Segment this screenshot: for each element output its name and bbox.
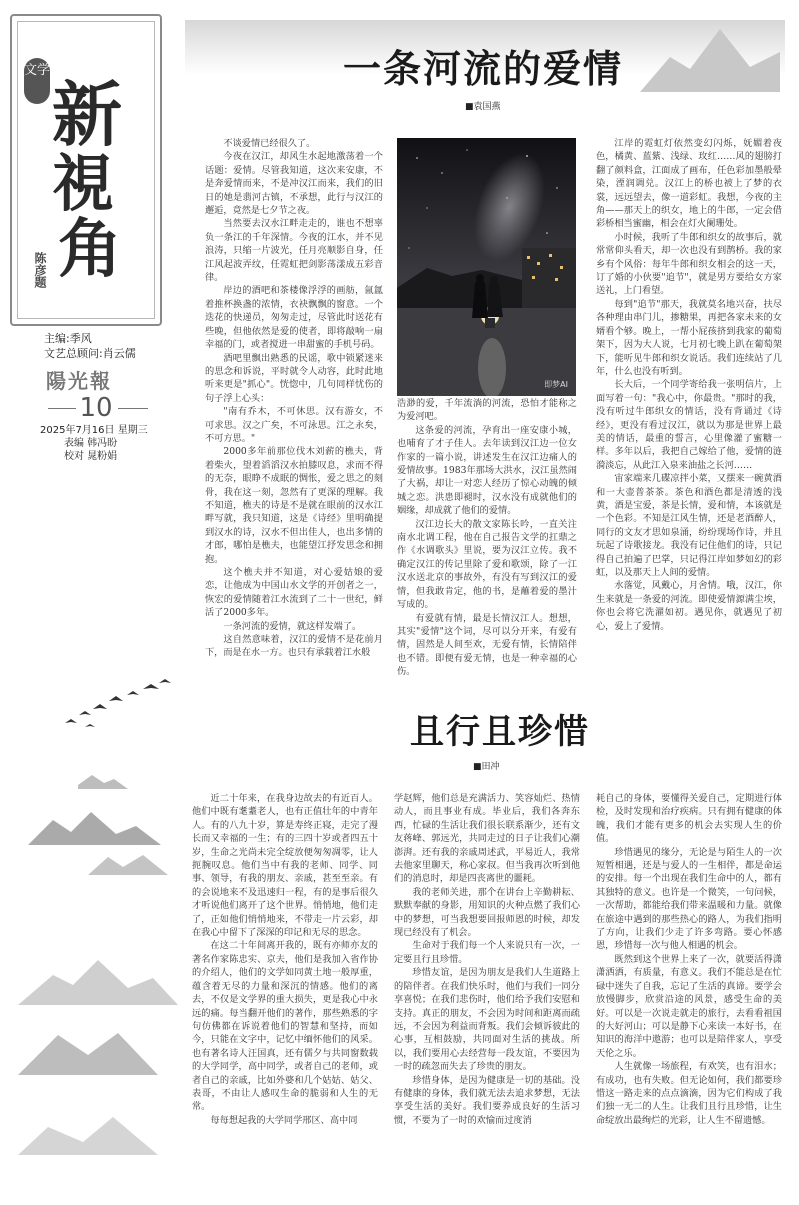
calligrapher-signature: 陈彦题 [33,252,47,288]
paragraph: 长大后，一个同学寄给我一张明信片，上面写着一句："我心中，你最贵。"那时的我，没有听过牛郎织女的情话，没有背诵过《诗经》，更没有看过汉江，就以为那是世界上最美的情话，最重的誓言，心里像灌了蜜糖一样。多年以后，我把自己嫁给了他，爱情的涟漪淡忘，从此江入泉来油盐之长河…… [596,379,782,471]
page-number-rule-right [118,408,148,409]
ink-mountain-illustration [18,755,178,1175]
article2-column-2 [394,792,580,1127]
paragraph: 我的老师关进，那个在讲台上辛勤耕耘、默默奉献的身影，用知识的火种点燃了我们心中的梦想，可当我想要回报师恩的时候，却发现已经没有了机会。 [394,886,580,939]
newspaper-name: 陽光報 [46,369,112,393]
page-number-rule-left [48,408,76,409]
page-number: 10 [79,393,113,423]
paragraph: 学赵辉，他们总是充满活力、笑容灿烂、热情动人，而且事业有成。毕业后，我们各奔东西，忙碌的生活让我们很长联系渐少，还有文友蒋峰、郭远光，共同走过的日子让我们心潮澎湃。还有我的亲戚周述武，平易近人，我常去他家里聊天，称心家叔。但当我再次听到他们的消息时，却是四丧离世的噩耗。 [394,793,580,885]
issue-date: 2025年7月16日 星期三 [40,425,148,436]
article-column-1 [205,137,383,660]
paragraph: 每每想起我的大学同学邢区、高中同 [210,1114,358,1126]
paragraph: 浩渺的爱，千年流淌的河流，恐怕才能称之为爱河吧。 [397,398,577,423]
paragraph: 既然到这个世界上来了一次，就要活得潇潇洒洒，有质量，有意义。我们不能总是在忙碌中迷失了自我，忘记了生活的真谛。要学会放慢脚步，欣赏沿途的风景，感受生命的美好。可以是一次说走就走的旅行，去看看祖国的大好河山；可以是静下心来读一本好书，在知识的海洋中遨游；也可以是陪伴家人，享受天伦之乐。 [596,953,782,1059]
paragraph: 耗自己的身体，要懂得关爱自己，定期进行体检，及时发现和治疗疾病。只有拥有健康的体魄，我们才能有更多的机会去实现人生的价值。 [596,793,782,845]
article-byline: ■袁国燕 [465,102,501,112]
column-title-char-3: 角 [58,212,122,287]
photo-watermark: 即梦AI [544,380,568,389]
paragraph: 当然要去汉水江畔走走的，谁也不想辜负一条江的千年深情。今夜的江水，并不见浪涛，只缩一片波光，任月亮顺影自身，任江风起波弄纹，任霓虹把剑影荡漾成五彩音律。 [205,218,383,284]
paragraph: 每到"追节"那天，我就莫名地兴奋，扶尽各种理由串门儿，掺糖果，再把各家未来的女婿看个够。晚上，一帮小屁孩挤到我家的葡萄架下，因为大人说，七月初七晚上趴在葡萄架下，能听见牛郎和织女说话。我们连续站了几年，什么也没有听到。 [596,298,782,377]
article2-column-1 [192,792,378,1127]
paragraph: 珍惜遇见的缘分，无论是与陌生人的一次短暂相遇，还是与爱人的一生相伴，都是命运的安排。每一个出现在我们生命中的人，都有其独特的意义。也许是一个微笑，一句问候，一次帮助，都能给我们带来温暖和力量。就像在旅途中遇到的那些热心的路人，为我们指明了方向，让我们少走了许多弯路。要心怀感恩，珍惜每一次与他人相遇的机会。 [596,846,782,952]
article-title-2: 且行且珍惜 [410,712,590,752]
paragraph: 汉江边长大的散文家陈长吟，一直关注南水北调工程，他在自己报告文学的扛鼎之作《水调歌头》里说，要为汉江立传。我不确定汉江的传记里除了爱和歌颂，除了一江汉水送北京的事故外，有没有写到汉江的爱情，但我敢肯定，他的书，是蘸着爱的墨汁写成的。 [397,518,577,611]
paragraph: 这自然意味着，汉江的爱情不是花前月下，而是在水一方。也只有承载着江水般 [205,634,383,659]
couple-on-river-photo [397,138,576,396]
paragraph: 水落觉，风戴心，月舍情。哦，汉江，你生来就是一条爱的河流。即使爱情源满尘埃，你也会将它洗濯如初。遇见你，就遇见了初心，爱上了爱情。 [596,580,782,632]
paragraph: 这条爱的河流，孕育出一座安康小城，也哺育了才子佳人。去年读到汉江边一位女作家的一篇小说，讲述发生在汉江边痛人的爱情故事。1983年那场大洪水，汉江虽然闹了大祸，却让一对恋人经历了惊心动魄的倾城之恋。洪患即褪时，汉水没有成就他们的姻缘，却成就了他们的爱情。 [397,424,577,517]
column-title-char-1: 新 [52,73,122,156]
paragraph: 小时候，我听了牛郎和织女的故事后，就常常仰头看天，却一次也没有到鹊桥。我的家乡有个风俗：每年牛郎和织女相会的这一天，订了婚的小伙要"追节"，就是男方要给女方家送礼，上门看望。 [596,231,782,297]
paragraph: 酒吧里飘出熟悉的民谣，歌中锁紧迷来的思念和诉说，平时就令人动容，此时此地听来更是"抓心"。恍惚中，几句同样忧伤的句子浮上心头： [205,352,383,404]
paragraph: 2000多年前那位伐木刘薪的樵夫，背着柴火，望着滔滔汉水拍膝叹息，求而不得的无奈，眼睁不成眠的惆怅，爱之思之的刻骨，我在这一刻，忽然有了更深的理解。我不知道，樵夫的诗是不是就在眼前的汉水江畔写就，我只知道，这是《诗经》里明确提到汉水的诗，汉水不但出佳人，也出多情的才郎，哪怕是樵夫，也能望江抒发思念和拥抱。 [205,446,383,565]
layout-editor-credit: 表编 韩冯盼 [64,438,118,449]
paragraph: 有爱就有情，最是长情汉江人。想想，其实"爱情"这个词，尽可以分开来，有爱有情，固然是人间至欢，无爱有情，长情陪伴也不错。即便有爱无情，也是一种幸福的心伤。 [397,612,577,678]
paragraph: 珍惜身体，是因为健康是一切的基础。没有健康的身体，我们就无法去追求梦想，无法享受生活的美好。我们要养成良好的生活习惯，不要为了一时的欢愉而过度消 [394,1074,580,1126]
paragraph: 不谈爱情已经很久了。 [223,138,316,149]
paragraph: 人生就像一场旅程，有欢笑，也有泪水；有成功，也有失败。但无论如何，我们都要珍惜这一路走来的点点滴滴，因为它们构成了我们独一无二的人生。让我们且行且珍惜，让生命绽放出最绚烂的光彩，让人生不留遗憾。 [596,1061,782,1126]
article-column-3 [596,137,782,633]
article-byline-2: ■田冲 [473,762,500,772]
paragraph: 今夜在汉江，却风生水起地激荡着一个话题：爱情。尽管我知道，这次来安康，不是奔爱情而来，不是冲汉江而来，我们的旧日的她是翡河古镇，不承想，此行与汉江的邂逅，竟然是七夕节之夜。 [205,151,383,217]
paragraph: 这个樵夫并不知道，对心爱姑娘的爱恋，让他成为中国山水文学的开创者之一，恢宏的爱情随着江水流到了二十一世纪，鲜活了2000多年。 [205,567,383,619]
paragraph: 在这二十年间离开我的，既有亦师亦友的著名作家陈忠实、京夫，他们是我加入省作协的介绍人，他们的文学如同黄土地一般厚重，蕴含着无尽的力量和深沉的情感。他们的离去，不仅是文学界的重大损失，更是我心中永远的痛。每当翻开他们的著作，那些熟悉的字句仿佛都在诉说着他们的智慧和坚持，而如今，只能在文字中，记忆中缅怀他们的风采。也有著名诗人汪国真，还有儒夕与共同窗数载的大学同学，高中同学，或者自己的老师，或者自己的亲戚，比如外婆和几个姑姑、姑父、表哥，不由让人感叹生命的脆弱和人生的无常。 [192,940,378,1113]
title-banner-mountains [640,22,780,92]
paragraph: 江岸的霓虹灯依然变幻闪烁，妩媚着夜色，橘黄、蓝紫、浅绿、玫红……风的翅膀打翻了颜料盒，江面成了画布，任色彩加墨般晕染，湮润调兑。汉江上的桥也被上了梦的衣裳，远远望去，像一道彩虹。我想，今夜的主角——那天上的织女，地上的牛郎，一定会借彩桥相当蜜幽，相会在灯火阑珊处。 [596,138,782,230]
article-photo [397,138,576,396]
advisor-credit: 文艺总顾问:肖云儒 [44,347,136,360]
paragraph: 宙家端来几碟凉拌小菜，又摆来一碗黄酒和一大壶普茶茶。茶色和酒色都是清透的浅黄，酒是宝爱，茶是长情，爱和情，本该就是一个色彩。不知是江风生情，还是老酒醉人，同行的文友才思如泉涌，纷纷现场作诗，并且玩起了诗歌接龙。我没有记住他们的诗，只记得自己拍遍了巴掌，只记得江岸如梦如幻的彩虹，以及那天上人间的爱情。 [596,473,782,578]
paragraph: 岸边的酒吧和茶楼像浮浮的画舫，氤氲着推杯换盏的浓情，衣袂飘飘的窗意。一个迭花的快递员，匆匆走过，尽管此时送花有些晚，但他依然是爱的使者，即将敲响一扇幸福的门，或者搅进一串甜蜜的手机号码。 [205,285,383,351]
article-column-2 [397,397,577,679]
paragraph: 一条河流的爱情，就这样发端了。 [223,620,362,632]
column-title-char-2: 視 [52,147,115,220]
paragraph: 近二十年来，在我身边故去的有近百人。他们中既有耄耋老人，也有正值壮年的中青年人。有的八九十岁，算是寿终正寝，走完了漫长而又幸福的一生；有的三四十岁或者四五十岁，生命之光尚未完全绽放便匆匆凋零，让人扼腕叹息。他们当中有我的老师、同学、同事、领导，有我的朋友、亲戚，甚至至亲。有的会说地来不及迅速归一程，有的是事后很久才听说他们离开了这个世界。悄悄地，他们走了，正如他们悄悄地来，不带走一片云彩，却在我心中留下了深深的印记和无尽的思念。 [192,793,378,939]
paragraph: 珍惜友谊，是因为朋友是我们人生道路上的陪伴者。在我们快乐时，他们与我们一同分享喜悦；在我们悲伤时，他们给予我们安慰和支持。真正的朋友，不会因为时间和距离而疏远，不会因为利益而背叛。我们会倾诉彼此的心事，互相鼓励，共同面对生活的挑战。所以，我们要用心去经营每一段友谊，不要因为一时的疏忽而失去了珍贵的朋友。 [394,967,580,1073]
paragraph: 生命对于我们每一个人来说只有一次，一定要且行且珍惜。 [394,940,580,965]
paragraph: "南有乔木，不可休思。汉有游女，不可求思。汉之广矣，不可泳思。江之永矣，不可方思。" [205,406,383,444]
section-tag: 文学 [24,58,50,104]
article2-column-3 [596,792,782,1127]
editor-credit: 主编:季风 [44,332,92,345]
proofreader-credit: 校对 晁粉娟 [64,451,118,462]
flying-birds-illustration [55,675,175,735]
article-title: 一条河流的爱情 [343,46,624,91]
